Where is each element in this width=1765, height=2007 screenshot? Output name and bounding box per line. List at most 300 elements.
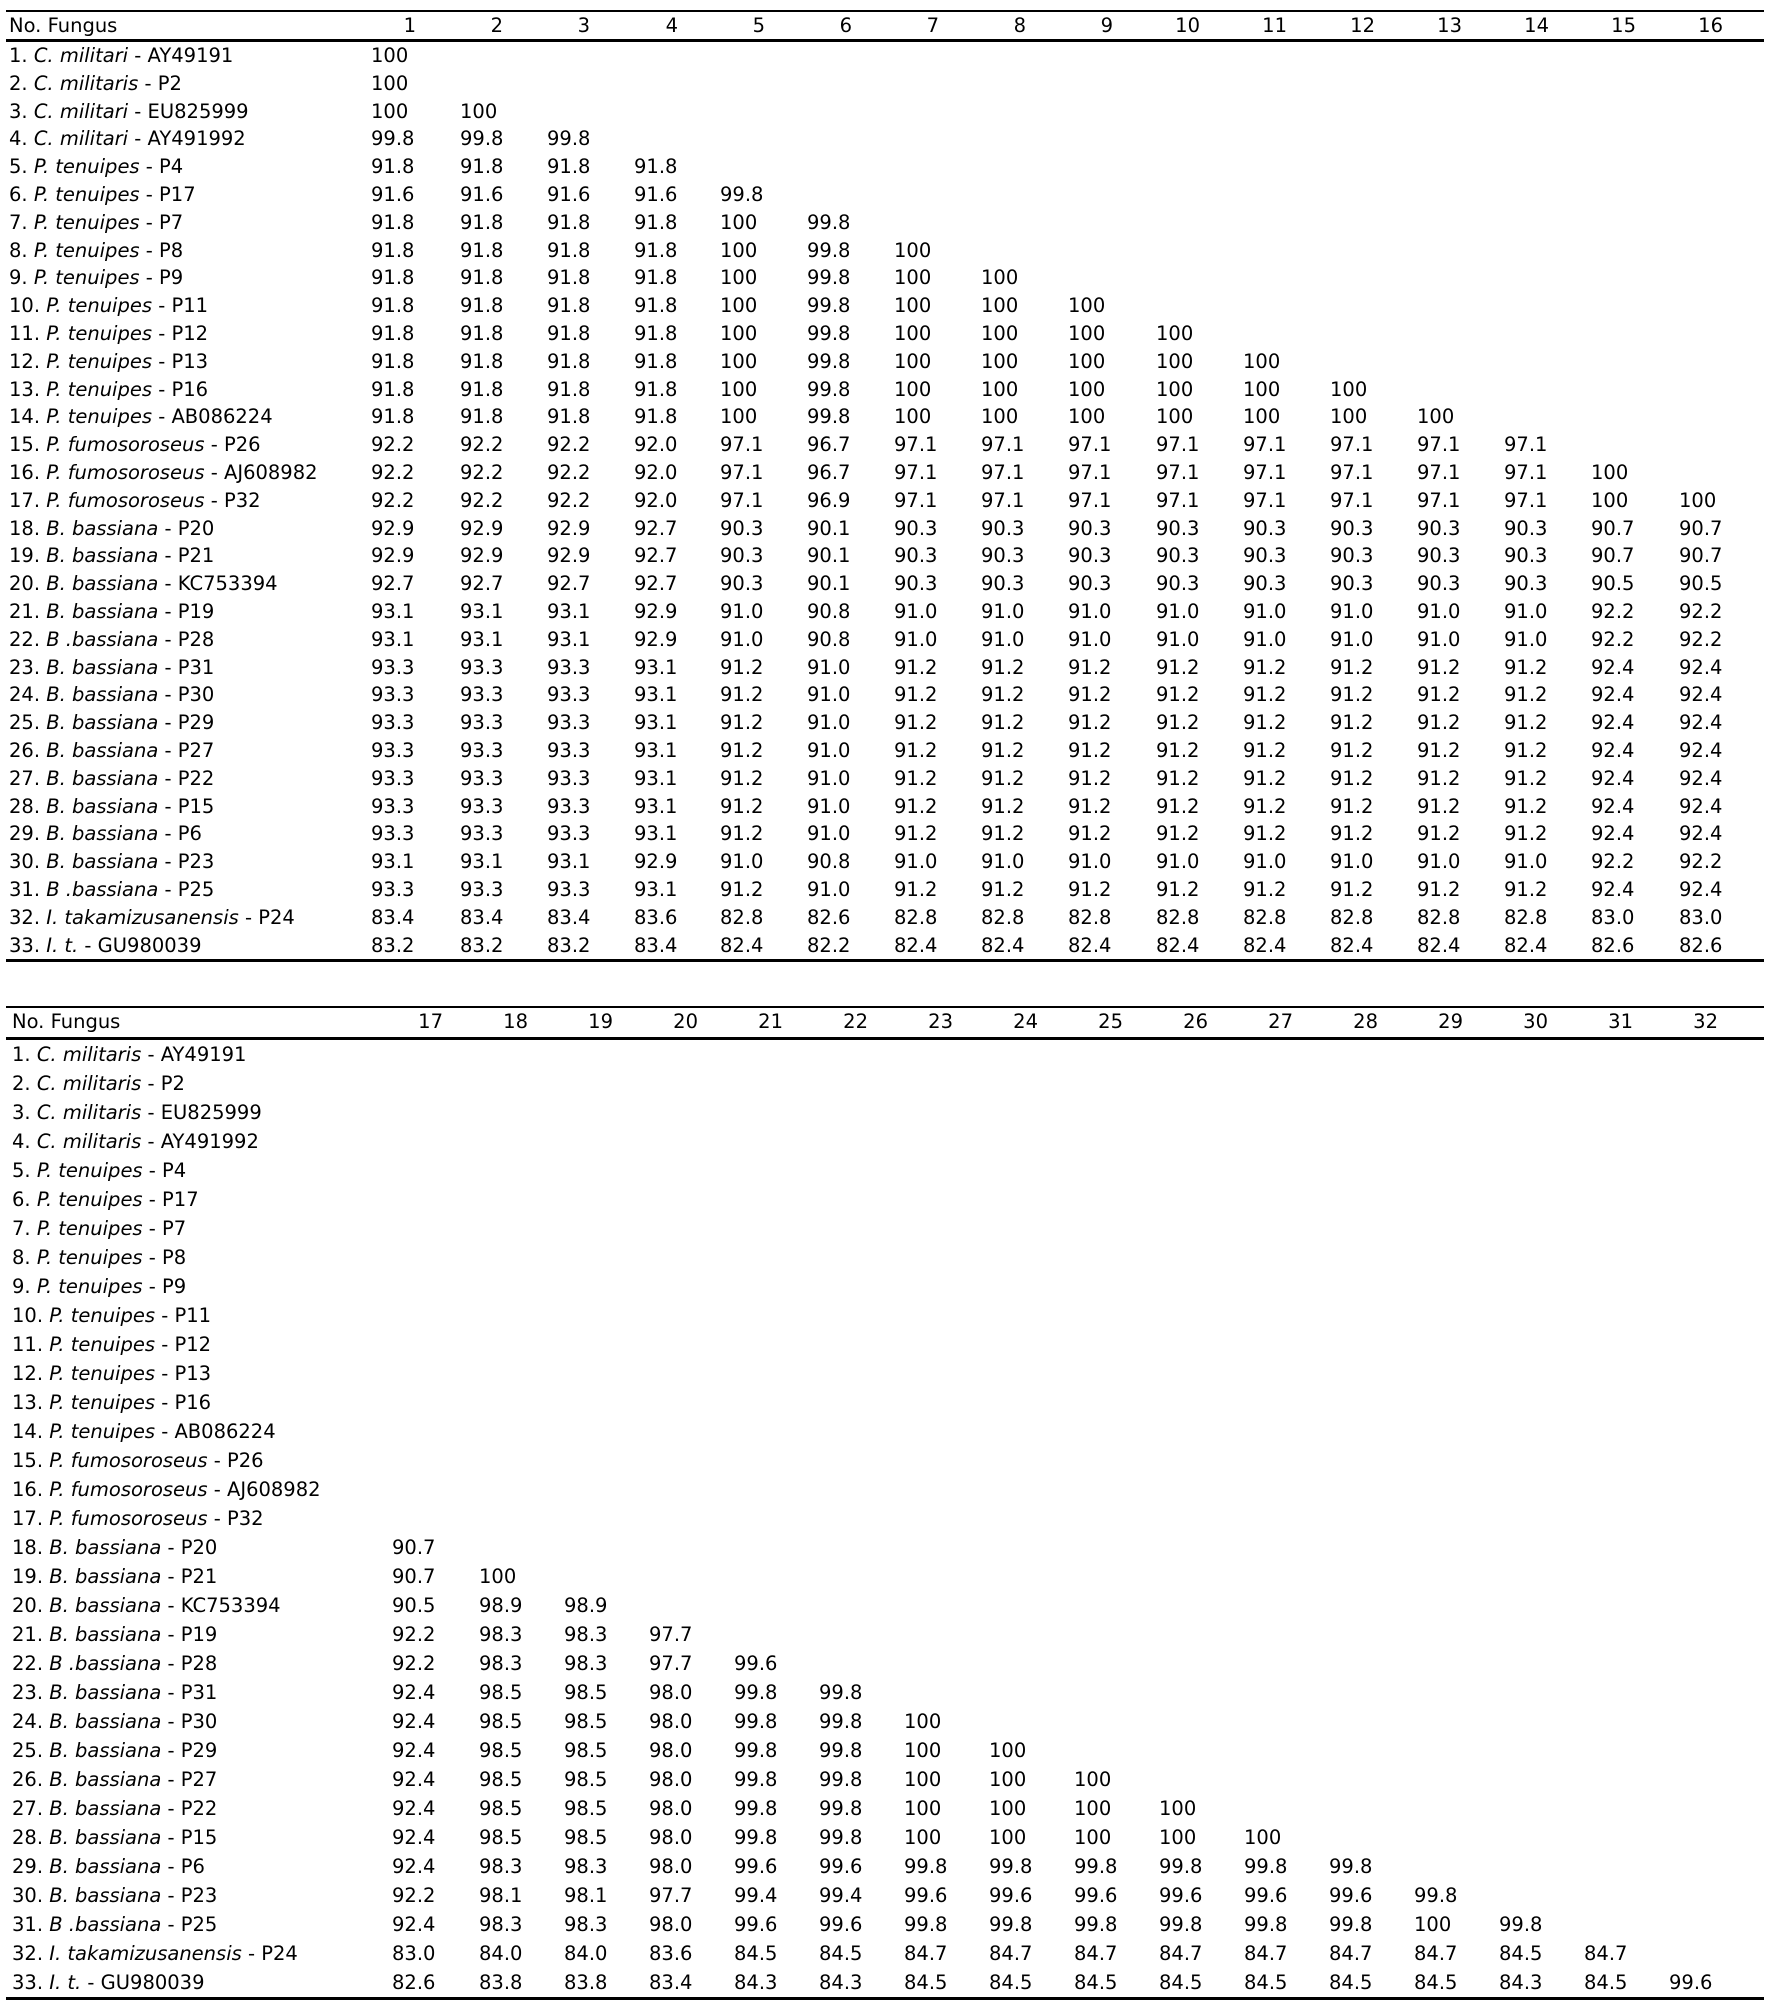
similarity-value: 100: [1074, 1797, 1112, 1820]
similarity-value: 100: [1068, 321, 1106, 345]
similarity-value: 91.8: [460, 405, 504, 429]
species-name: P. tenuipes: [36, 1159, 143, 1182]
similarity-value: 92.7: [371, 572, 415, 596]
row-number: 28.: [9, 794, 47, 818]
similarity-value: 90.3: [981, 572, 1025, 596]
table-row: [6, 264, 1764, 292]
species-name: P. tenuipes: [33, 266, 140, 290]
similarity-value: 91.0: [807, 711, 851, 735]
similarity-value: 100: [460, 99, 498, 123]
species-name: P. tenuipes: [49, 1333, 156, 1356]
row-number: 29.: [12, 1855, 50, 1878]
similarity-value: 92.7: [634, 516, 678, 540]
fungus-label: [12, 1968, 204, 1997]
similarity-value: 91.2: [894, 711, 938, 735]
row-number: 24.: [12, 1710, 50, 1733]
row-number: 21.: [9, 599, 47, 623]
row-number: 33.: [12, 1971, 50, 1994]
row-number: 13.: [12, 1391, 50, 1414]
row-number: 7.: [9, 210, 34, 234]
isolate-id: - P4: [142, 1159, 187, 1182]
similarity-value: 91.2: [1330, 711, 1374, 735]
similarity-value: 90.3: [981, 544, 1025, 568]
similarity-value: 100: [894, 321, 932, 345]
fungus-label: [12, 1301, 211, 1330]
species-name: B. bassiana: [46, 655, 159, 679]
similarity-value: 93.3: [547, 794, 591, 818]
similarity-value: 91.8: [371, 349, 415, 373]
similarity-value: 98.3: [479, 1855, 523, 1878]
similarity-value: 91.2: [1417, 738, 1461, 762]
similarity-value: 90.1: [807, 516, 851, 540]
table-row: [6, 1881, 1764, 1910]
similarity-value: 100: [894, 377, 932, 401]
row-number: 26.: [12, 1768, 50, 1791]
similarity-value: 91.8: [371, 405, 415, 429]
row-number: 11.: [9, 321, 47, 345]
similarity-value: 91.8: [460, 294, 504, 318]
fungus-label: [9, 125, 246, 153]
table-row: [6, 681, 1764, 709]
similarity-value: 83.6: [649, 1942, 693, 1965]
similarity-value: 91.0: [894, 627, 938, 651]
similarity-value: 82.8: [1330, 905, 1374, 929]
similarity-value: 100: [981, 321, 1019, 345]
row-number: 18.: [9, 516, 47, 540]
table-row: [6, 1127, 1764, 1156]
similarity-value: 91.2: [1156, 711, 1200, 735]
similarity-value: 83.6: [634, 905, 678, 929]
similarity-value: 84.5: [989, 1971, 1033, 1994]
similarity-value: 92.2: [1591, 599, 1635, 623]
similarity-value: 91.2: [720, 683, 764, 707]
table-row: [6, 1388, 1764, 1417]
similarity-value: 91.8: [460, 349, 504, 373]
species-name: C. militari: [33, 44, 129, 67]
similarity-value: 92.4: [392, 1710, 436, 1733]
column-header: 13: [1437, 14, 1462, 37]
table-row: [6, 348, 1764, 376]
fungus-label: [9, 793, 214, 821]
similarity-value: 92.4: [1679, 683, 1723, 707]
isolate-id: - AB086224: [155, 1420, 276, 1443]
similarity-value: 92.2: [547, 460, 591, 484]
fungus-label: [12, 1620, 217, 1649]
column-header: 11: [1262, 14, 1287, 37]
species-name: C. militaris: [36, 1130, 142, 1153]
similarity-value: 92.2: [1591, 627, 1635, 651]
column-header: 19: [588, 1010, 613, 1033]
similarity-value: 91.2: [1504, 766, 1548, 790]
similarity-value: 100: [1068, 349, 1106, 373]
similarity-value: 91.8: [547, 294, 591, 318]
similarity-value: 97.1: [894, 433, 938, 457]
similarity-value: 91.2: [1156, 822, 1200, 846]
similarity-value: 93.1: [634, 738, 678, 762]
similarity-value: 99.8: [734, 1768, 778, 1791]
species-name: B. bassiana: [49, 1594, 162, 1617]
similarity-value: 91.0: [1330, 850, 1374, 874]
isolate-id: - P29: [158, 711, 215, 735]
species-name: C. militaris: [36, 1101, 142, 1124]
table-row: [6, 654, 1764, 682]
similarity-value: 91.2: [1330, 794, 1374, 818]
fungus-label: [12, 1098, 262, 1127]
table-row: [6, 1214, 1764, 1243]
similarity-value: 98.0: [649, 1826, 693, 1849]
similarity-value: 91.2: [1156, 877, 1200, 901]
similarity-value: 92.4: [1591, 766, 1635, 790]
row-number: 16.: [9, 460, 47, 484]
similarity-value: 83.4: [634, 933, 678, 957]
similarity-value: 91.6: [460, 182, 504, 206]
row-number: 25.: [9, 711, 47, 735]
similarity-value: 90.3: [1243, 516, 1287, 540]
similarity-value: 83.8: [564, 1971, 608, 1994]
species-name: P. tenuipes: [46, 321, 153, 345]
similarity-value: 91.0: [1156, 599, 1200, 623]
similarity-value: 84.3: [734, 1971, 778, 1994]
similarity-value: 93.3: [371, 655, 415, 679]
similarity-value: 83.2: [547, 933, 591, 957]
species-name: P. fumosoroseus: [46, 488, 205, 512]
similarity-value: 97.1: [1504, 433, 1548, 457]
similarity-value: 97.1: [1156, 488, 1200, 512]
row-number: 21.: [12, 1623, 50, 1646]
similarity-value: 99.8: [989, 1855, 1033, 1878]
similarity-value: 99.8: [1159, 1855, 1203, 1878]
isolate-id: - P17: [142, 1188, 199, 1211]
table-row: [6, 1098, 1764, 1127]
similarity-value: 84.0: [479, 1942, 523, 1965]
similarity-value: 82.4: [1504, 933, 1548, 957]
similarity-value: 92.4: [392, 1913, 436, 1936]
fungus-label: [9, 820, 202, 848]
similarity-value: 98.5: [479, 1710, 523, 1733]
similarity-value: 100: [1244, 1826, 1282, 1849]
row-number: 23.: [9, 655, 47, 679]
species-name: P. tenuipes: [49, 1362, 156, 1385]
isolate-id: - P22: [158, 766, 215, 790]
similarity-value: 91.8: [460, 238, 504, 262]
species-name: P. tenuipes: [46, 405, 153, 429]
similarity-value: 90.3: [1417, 572, 1461, 596]
similarity-value: 96.7: [807, 433, 851, 457]
similarity-value: 91.8: [460, 266, 504, 290]
similarity-value: 83.4: [547, 905, 591, 929]
similarity-value: 92.2: [547, 488, 591, 512]
similarity-value: 91.0: [1504, 850, 1548, 874]
similarity-value: 93.1: [634, 711, 678, 735]
table-row: [6, 626, 1764, 654]
fungus-label: [9, 348, 208, 376]
similarity-value: 93.3: [371, 738, 415, 762]
similarity-value: 90.3: [1243, 572, 1287, 596]
table-row: [6, 1620, 1764, 1649]
similarity-value: 97.1: [1068, 433, 1112, 457]
similarity-value: 99.6: [1159, 1884, 1203, 1907]
similarity-value: 99.8: [819, 1739, 863, 1762]
similarity-value: 91.0: [807, 683, 851, 707]
similarity-value: 100: [371, 44, 409, 67]
fungus-label: [12, 1707, 217, 1736]
isolate-id: - P9: [139, 266, 184, 290]
species-name: B .bassiana: [49, 1913, 162, 1936]
species-name: B. bassiana: [46, 738, 159, 762]
fungus-label: [12, 1040, 246, 1069]
species-name: C. militaris: [36, 1072, 142, 1095]
similarity-value: 93.1: [634, 655, 678, 679]
similarity-value: 97.1: [1330, 460, 1374, 484]
similarity-value: 93.1: [460, 627, 504, 651]
similarity-value: 97.1: [1156, 433, 1200, 457]
similarity-value: 91.8: [547, 266, 591, 290]
isolate-id: - P31: [158, 655, 215, 679]
row-number: 5.: [12, 1159, 37, 1182]
table-row: [6, 70, 1764, 98]
similarity-value: 96.7: [807, 460, 851, 484]
similarity-value: 99.8: [819, 1710, 863, 1733]
similarity-value: 97.1: [1417, 488, 1461, 512]
similarity-value: 91.8: [371, 294, 415, 318]
similarity-value: 90.3: [1068, 544, 1112, 568]
row-number: 28.: [12, 1826, 50, 1849]
species-name: I. takamizusanensis: [46, 905, 239, 929]
similarity-value: 91.2: [1330, 683, 1374, 707]
similarity-value: 99.8: [807, 266, 851, 290]
similarity-value: 98.3: [564, 1855, 608, 1878]
table-row: [6, 1736, 1764, 1765]
similarity-value: 91.2: [894, 655, 938, 679]
fungus-label: [9, 403, 273, 431]
similarity-value: 99.6: [1669, 1971, 1713, 1994]
row-number: 29.: [9, 822, 47, 846]
similarity-value: 82.8: [1417, 905, 1461, 929]
table-row: [6, 487, 1764, 515]
similarity-value: 91.0: [1504, 627, 1548, 651]
table-row: [6, 848, 1764, 876]
similarity-value: 99.8: [807, 349, 851, 373]
row-number: 9.: [12, 1275, 37, 1298]
fungus-label: [12, 1881, 217, 1910]
row-number: 30.: [9, 850, 47, 874]
isolate-id: - AY49191: [141, 1043, 247, 1066]
similarity-value: 91.8: [460, 155, 504, 179]
similarity-value: 93.3: [460, 794, 504, 818]
species-name: B .bassiana: [46, 877, 159, 901]
table-row: [6, 153, 1764, 181]
similarity-value: 98.5: [479, 1826, 523, 1849]
table-row: [6, 932, 1764, 960]
species-name: B. bassiana: [46, 544, 159, 568]
similarity-value: 93.1: [634, 683, 678, 707]
similarity-value: 84.5: [819, 1942, 863, 1965]
similarity-value: 91.8: [371, 238, 415, 262]
isolate-id: - KC753394: [161, 1594, 281, 1617]
similarity-value: 82.8: [1156, 905, 1200, 929]
similarity-value: 90.8: [807, 850, 851, 874]
column-header: 23: [928, 1010, 953, 1033]
similarity-value: 84.7: [1074, 1942, 1118, 1965]
similarity-value: 91.2: [720, 711, 764, 735]
similarity-value: 92.4: [392, 1768, 436, 1791]
table-header: [6, 12, 1764, 39]
similarity-value: 84.5: [1329, 1971, 1373, 1994]
similarity-value: 98.5: [479, 1797, 523, 1820]
row-number: 19.: [12, 1565, 50, 1588]
similarity-value: 100: [720, 349, 758, 373]
table-row: [6, 1040, 1764, 1069]
fungus-label: [9, 237, 183, 265]
similarity-value: 90.3: [1156, 572, 1200, 596]
similarity-value: 100: [1156, 377, 1194, 401]
fungus-label: [9, 264, 183, 292]
table-row: [6, 42, 1764, 70]
isolate-id: - P19: [161, 1623, 218, 1646]
table-row: [6, 1910, 1764, 1939]
column-header: 9: [1100, 14, 1113, 37]
row-number: 15.: [9, 433, 47, 457]
similarity-value: 91.8: [371, 266, 415, 290]
row-number: 22.: [9, 627, 47, 651]
fungus-label: [12, 1852, 205, 1881]
isolate-id: - AJ608982: [204, 460, 318, 484]
similarity-value: 91.2: [981, 711, 1025, 735]
species-name: P. tenuipes: [49, 1304, 156, 1327]
similarity-value: 100: [1074, 1768, 1112, 1791]
similarity-value: 99.8: [1074, 1855, 1118, 1878]
similarity-value: 98.3: [564, 1913, 608, 1936]
similarity-value: 100: [989, 1826, 1027, 1849]
isolate-id: - P23: [158, 850, 215, 874]
similarity-value: 92.2: [371, 460, 415, 484]
similarity-value: 84.3: [1499, 1971, 1543, 1994]
species-name: B. bassiana: [49, 1797, 162, 1820]
similarity-value: 99.8: [1329, 1855, 1373, 1878]
similarity-value: 98.5: [564, 1797, 608, 1820]
row-number: 16.: [12, 1478, 50, 1501]
similarity-value: 91.2: [720, 794, 764, 818]
isolate-id: - P27: [158, 738, 215, 762]
species-name: I. t.: [49, 1971, 82, 1994]
species-name: B. bassiana: [46, 766, 159, 790]
similarity-value: 93.3: [371, 683, 415, 707]
similarity-value: 98.0: [649, 1797, 693, 1820]
similarity-value: 83.0: [1591, 905, 1635, 929]
similarity-value: 92.4: [392, 1826, 436, 1849]
similarity-value: 97.1: [1504, 460, 1548, 484]
species-name: B. bassiana: [49, 1826, 162, 1849]
table-row: [6, 431, 1764, 459]
column-header: 14: [1524, 14, 1549, 37]
similarity-value: 91.2: [1330, 877, 1374, 901]
similarity-value: 91.2: [1330, 738, 1374, 762]
similarity-value: 84.7: [1414, 1942, 1458, 1965]
similarity-value: 97.1: [894, 460, 938, 484]
similarity-value: 84.5: [734, 1942, 778, 1965]
similarity-value: 91.0: [807, 766, 851, 790]
similarity-value: 99.6: [989, 1884, 1033, 1907]
similarity-value: 98.0: [649, 1768, 693, 1791]
similarity-value: 91.8: [371, 377, 415, 401]
similarity-value: 100: [1414, 1913, 1452, 1936]
similarity-value: 97.1: [1417, 460, 1461, 484]
similarity-value: 97.1: [1243, 433, 1287, 457]
table-row: [6, 1446, 1764, 1475]
row-number: 32.: [9, 905, 47, 929]
similarity-value: 82.8: [1504, 905, 1548, 929]
similarity-value: 91.0: [1330, 627, 1374, 651]
table-row: [6, 1823, 1764, 1852]
species-name: B. bassiana: [46, 794, 159, 818]
similarity-value: 98.1: [479, 1884, 523, 1907]
table-bottom-rule: [6, 1997, 1764, 2000]
similarity-value: 100: [720, 266, 758, 290]
similarity-value: 92.4: [1679, 766, 1723, 790]
fungus-label: [12, 1446, 264, 1475]
fungus-label: [9, 292, 208, 320]
row-number: 3.: [9, 99, 34, 123]
isolate-id: - P17: [139, 182, 196, 206]
similarity-value: 92.9: [634, 850, 678, 874]
fungus-label: [12, 1156, 186, 1185]
similarity-value: 90.3: [1068, 516, 1112, 540]
similarity-value: 98.0: [649, 1855, 693, 1878]
column-header: 24: [1013, 1010, 1038, 1033]
similarity-value: 91.2: [1417, 683, 1461, 707]
species-name: B. bassiana: [46, 822, 159, 846]
similarity-value: 93.3: [460, 711, 504, 735]
fungus-label: [9, 681, 214, 709]
similarity-value: 92.4: [1591, 877, 1635, 901]
similarity-value: 99.8: [460, 127, 504, 151]
similarity-value: 90.3: [1504, 516, 1548, 540]
similarity-value: 93.3: [547, 877, 591, 901]
similarity-value: 99.8: [371, 127, 415, 151]
similarity-value: 91.2: [1504, 877, 1548, 901]
similarity-value: 82.8: [1243, 905, 1287, 929]
similarity-value: 91.2: [1068, 766, 1112, 790]
similarity-table-columns-17-32: [6, 1006, 1764, 2000]
fungus-label: [9, 98, 249, 126]
isolate-id: - GU980039: [81, 1971, 205, 1994]
similarity-value: 100: [371, 99, 409, 123]
species-name: B. bassiana: [49, 1739, 162, 1762]
similarity-value: 98.5: [564, 1739, 608, 1762]
similarity-value: 99.8: [807, 210, 851, 234]
similarity-value: 92.2: [392, 1652, 436, 1675]
similarity-value: 92.4: [1591, 655, 1635, 679]
similarity-value: 90.3: [720, 516, 764, 540]
table-row: [6, 403, 1764, 431]
similarity-value: 92.9: [460, 544, 504, 568]
column-header: 12: [1350, 14, 1375, 37]
isolate-id: - P8: [142, 1246, 187, 1269]
similarity-value: 92.2: [1591, 850, 1635, 874]
similarity-value: 90.5: [1679, 572, 1723, 596]
table-row: [6, 737, 1764, 765]
similarity-value: 100: [894, 405, 932, 429]
similarity-value: 91.8: [634, 294, 678, 318]
column-header: 10: [1175, 14, 1200, 37]
similarity-value: 83.8: [479, 1971, 523, 1994]
fungus-label: [12, 1591, 281, 1620]
similarity-value: 91.8: [634, 405, 678, 429]
similarity-value: 92.4: [392, 1855, 436, 1878]
column-header: 26: [1183, 1010, 1208, 1033]
fungus-label: [9, 709, 214, 737]
similarity-value: 82.4: [1330, 933, 1374, 957]
